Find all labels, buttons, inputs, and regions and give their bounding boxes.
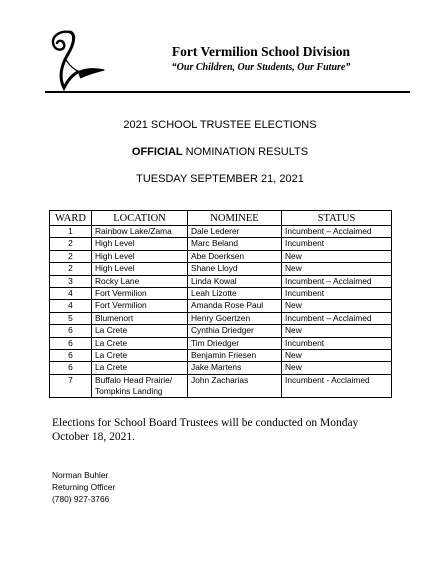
ward-cell: 4 — [50, 300, 92, 312]
status-cell: Incumbent — [282, 287, 392, 299]
status-cell: New — [282, 250, 392, 262]
nominee-cell: John Zacharias — [188, 374, 282, 397]
ward-cell: 2 — [50, 263, 92, 275]
location-cell: Fort Vermilion — [92, 300, 188, 312]
table-row — [50, 337, 392, 349]
ward-cell: 1 — [50, 226, 92, 238]
table-row — [50, 312, 392, 324]
nominee-cell: Benjamin Friesen — [188, 349, 282, 361]
nominee-cell: Abe Doerksen — [188, 250, 282, 262]
document-subtitle — [0, 146, 440, 159]
location-cell: La Crete — [92, 362, 188, 374]
document-title: 2021 SCHOOL TRUSTEE ELECTIONS — [123, 119, 317, 131]
table-row — [50, 374, 392, 397]
location-cell: Rainbow Lake/Zama — [92, 226, 188, 238]
location-cell: High Level — [92, 238, 188, 250]
ward-cell: 3 — [50, 275, 92, 287]
status-cell: Incumbent – Acclaimed — [282, 275, 392, 287]
signatory-name: Norman Buhler — [52, 470, 109, 480]
ward-cell: 4 — [50, 287, 92, 299]
nominee-cell: Marc Beland — [188, 238, 282, 250]
ward-cell: 5 — [50, 312, 92, 324]
signatory-role: Returning Officer — [52, 482, 116, 492]
status-cell: New — [282, 263, 392, 275]
table-row — [50, 226, 392, 238]
nominee-cell: Linda Kowal — [188, 275, 282, 287]
table-row — [50, 275, 392, 287]
status-cell: Incumbent – Acclaimed — [282, 312, 392, 324]
status-cell: Incumbent — [282, 238, 392, 250]
nominee-cell: Shane Lloyd — [188, 263, 282, 275]
nominee-cell: Leah Lizotte — [188, 287, 282, 299]
ward-cell: 6 — [50, 349, 92, 361]
nominee-cell: Jake Martens — [188, 362, 282, 374]
signatory-phone: (780) 927-3766 — [52, 494, 110, 504]
location-cell: Buffalo Head Prairie/ Tompkins Landing — [92, 374, 188, 397]
location-cell: High Level — [92, 263, 188, 275]
status-cell: New — [282, 349, 392, 361]
nominee-cell: Tim Driedger — [188, 337, 282, 349]
ward-cell: 2 — [50, 250, 92, 262]
ward-cell: 6 — [50, 337, 92, 349]
organization-name: Fort Vermilion School Division — [171, 44, 351, 59]
table-row — [50, 349, 392, 361]
letterhead — [0, 0, 440, 100]
status-cell: New — [282, 362, 392, 374]
ward-cell: 7 — [50, 374, 92, 397]
location-cell: Rocky Lane — [92, 275, 188, 287]
status-cell: Incumbent - Acclaimed — [282, 374, 392, 397]
column-header-location: LOCATION — [92, 211, 188, 226]
ward-cell: 2 — [50, 238, 92, 250]
location-cell: Blumenort — [92, 312, 188, 324]
subtitle-rest: NOMINATION RESULTS — [182, 146, 309, 158]
table-row — [50, 250, 392, 262]
column-header-ward: WARD — [50, 211, 92, 226]
nominee-cell: Henry Goertzen — [188, 312, 282, 324]
table-row — [50, 362, 392, 374]
subtitle-emphasis: OFFICIAL — [131, 146, 183, 158]
election-notice: Elections for School Board Trustees will be conducted on Monday October 18, 2021. — [52, 417, 359, 443]
status-cell: New — [282, 300, 392, 312]
location-cell: La Crete — [92, 337, 188, 349]
status-cell: Incumbent — [282, 337, 392, 349]
table-row — [50, 300, 392, 312]
column-header-status: STATUS — [282, 211, 392, 226]
table-row — [50, 325, 392, 337]
location-cell: Fort Vermilion — [92, 287, 188, 299]
column-header-nominee: NOMINEE — [188, 211, 282, 226]
letterhead-divider — [45, 91, 410, 93]
location-cell: La Crete — [92, 349, 188, 361]
table-row — [50, 287, 392, 299]
table-body — [50, 226, 392, 398]
table-row — [50, 238, 392, 250]
nominee-cell: Dale Lederer — [188, 226, 282, 238]
nominee-cell: Amanda Rose Paul — [188, 300, 282, 312]
ward-cell: 6 — [50, 325, 92, 337]
nomination-results-table — [49, 210, 392, 398]
nominee-cell: Cynthia Driedger — [188, 325, 282, 337]
table-header-row — [50, 211, 392, 226]
status-cell: New — [282, 325, 392, 337]
table-row — [50, 263, 392, 275]
organization-motto: “Our Children, Our Students, Our Future” — [171, 62, 351, 73]
document-date: TUESDAY SEPTEMBER 21, 2021 — [136, 173, 304, 185]
location-cell: High Level — [92, 250, 188, 262]
swan-logo-icon — [40, 26, 110, 98]
location-cell: La Crete — [92, 325, 188, 337]
ward-cell: 6 — [50, 362, 92, 374]
status-cell: Incumbent – Acclaimed — [282, 226, 392, 238]
